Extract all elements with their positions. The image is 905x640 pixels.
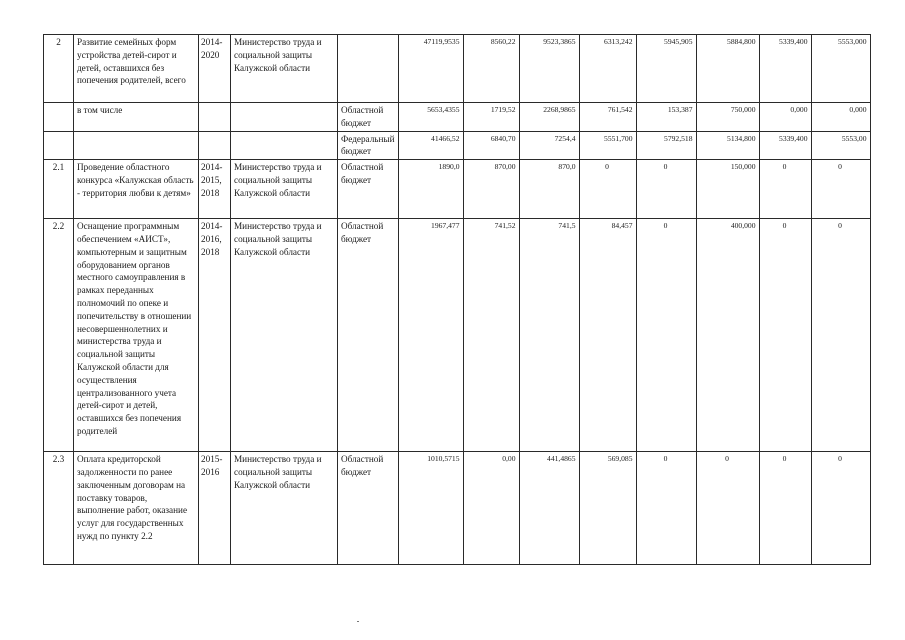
amount-cell-y2014: 741,52 <box>463 219 519 452</box>
amount-cell-y2014: 0,00 <box>463 452 519 565</box>
years-cell <box>199 131 231 160</box>
measure-name-cell <box>74 131 199 160</box>
amount-cell-y2018: 750,000 <box>696 103 759 132</box>
amount-cell-y2016: 84,457 <box>579 219 636 452</box>
funding-source-cell: Областной бюджет <box>338 219 399 452</box>
amount-cell-y2019: 0 <box>759 219 811 452</box>
measure-name-cell: Оснащение программным обеспечением «АИСТ», компьютерным и защитным оборудованием органов местного самоуправления в рамках переданных полномочий по опеке и попечительству в отношении несовершеннолетних и министерства труда и социальной защиты Калужской области для осуществления централизованного учета детей-сирот и детей, оставшихся без попечения родителей <box>74 219 199 452</box>
measure-name-cell: Развитие семейных форм устройства детей-сирот и детей, оставшихся без попечения родителей, всего <box>74 35 199 103</box>
amount-cell-y2020: 5553,00 <box>811 131 870 160</box>
amount-cell-y2017: 5945,905 <box>636 35 696 103</box>
amount-cell-y2016: 6313,242 <box>579 35 636 103</box>
measure-name-cell: Проведение областного конкурса «Калужская область - территория любви к детям» <box>74 160 199 219</box>
amount-cell-y2019: 0 <box>759 160 811 219</box>
measure-name-cell: в том числе <box>74 103 199 132</box>
amount-cell-y2019: 0,000 <box>759 103 811 132</box>
funding-source-cell <box>338 35 399 103</box>
executor-cell: Министерство труда и социальной защиты Калужской области <box>231 219 338 452</box>
amount-cell-y2018: 0 <box>696 452 759 565</box>
amount-cell-y2014: 1719,52 <box>463 103 519 132</box>
funding-source-cell: Областной бюджет <box>338 452 399 565</box>
amount-cell-y2020: 0 <box>811 219 870 452</box>
amount-cell-y2018: 150,000 <box>696 160 759 219</box>
years-cell: 2015-2016 <box>199 452 231 565</box>
amount-cell-y2017: 0 <box>636 160 696 219</box>
amount-cell-y2018: 5134,800 <box>696 131 759 160</box>
executor-cell: Министерство труда и социальной защиты Калужской области <box>231 160 338 219</box>
row-number-cell: 2.1 <box>44 160 74 219</box>
amount-cell-y2015: 9523,3865 <box>519 35 579 103</box>
amount-cell-y2016: 5551,700 <box>579 131 636 160</box>
amount-cell-total: 47119,9535 <box>398 35 463 103</box>
amount-cell-total: 1010,5715 <box>398 452 463 565</box>
amount-cell-y2016: 0 <box>579 160 636 219</box>
amount-cell-total: 41466,52 <box>398 131 463 160</box>
table-row <box>44 452 871 565</box>
amount-cell-y2017: 153,387 <box>636 103 696 132</box>
amount-cell-y2020: 0,000 <box>811 103 870 132</box>
measure-name-cell: Оплата кредиторской задолженности по ранее заключенным договорам на поставку товаров, выполнение работ, оказание услуг для государственных нужд по пункту 2.2 <box>74 452 199 565</box>
table-row <box>44 219 871 452</box>
amount-cell-y2017: 0 <box>636 452 696 565</box>
amount-cell-y2020: 5553,000 <box>811 35 870 103</box>
amount-cell-y2014: 870,00 <box>463 160 519 219</box>
amount-cell-total: 1967,477 <box>398 219 463 452</box>
funding-source-cell: Федеральный бюджет <box>338 131 399 160</box>
amount-cell-y2020: 0 <box>811 452 870 565</box>
amount-cell-total: 1890,0 <box>398 160 463 219</box>
row-number-cell <box>44 131 74 160</box>
table-row <box>44 35 871 103</box>
funding-source-cell: Областной бюджет <box>338 160 399 219</box>
page-mark <box>357 621 359 622</box>
row-number-cell: 2.3 <box>44 452 74 565</box>
table-row <box>44 131 871 160</box>
amount-cell-y2016: 569,085 <box>579 452 636 565</box>
executor-cell <box>231 103 338 132</box>
amount-cell-y2018: 400,000 <box>696 219 759 452</box>
amount-cell-y2015: 2268,9865 <box>519 103 579 132</box>
amount-cell-y2015: 870,0 <box>519 160 579 219</box>
funding-source-cell: Областной бюджет <box>338 103 399 132</box>
years-cell: 2014-2020 <box>199 35 231 103</box>
amount-cell-y2019: 5339,400 <box>759 35 811 103</box>
amount-cell-y2020: 0 <box>811 160 870 219</box>
amount-cell-total: 5653,4355 <box>398 103 463 132</box>
executor-cell: Министерство труда и социальной защиты Калужской области <box>231 35 338 103</box>
executor-cell: Министерство труда и социальной защиты Калужской области <box>231 452 338 565</box>
amount-cell-y2014: 8560,22 <box>463 35 519 103</box>
row-number-cell <box>44 103 74 132</box>
amount-cell-y2018: 5884,800 <box>696 35 759 103</box>
amount-cell-y2016: 761,542 <box>579 103 636 132</box>
amount-cell-y2017: 5792,518 <box>636 131 696 160</box>
table-row <box>44 103 871 132</box>
amount-cell-y2019: 0 <box>759 452 811 565</box>
executor-cell <box>231 131 338 160</box>
amount-cell-y2014: 6840,70 <box>463 131 519 160</box>
row-number-cell: 2.2 <box>44 219 74 452</box>
amount-cell-y2015: 741,5 <box>519 219 579 452</box>
row-number-cell: 2 <box>44 35 74 103</box>
amount-cell-y2019: 5339,400 <box>759 131 811 160</box>
amount-cell-y2015: 441,4865 <box>519 452 579 565</box>
table-row <box>44 160 871 219</box>
budget-table <box>43 34 871 565</box>
years-cell: 2014-2015, 2018 <box>199 160 231 219</box>
years-cell: 2014-2016, 2018 <box>199 219 231 452</box>
amount-cell-y2015: 7254,4 <box>519 131 579 160</box>
amount-cell-y2017: 0 <box>636 219 696 452</box>
years-cell <box>199 103 231 132</box>
